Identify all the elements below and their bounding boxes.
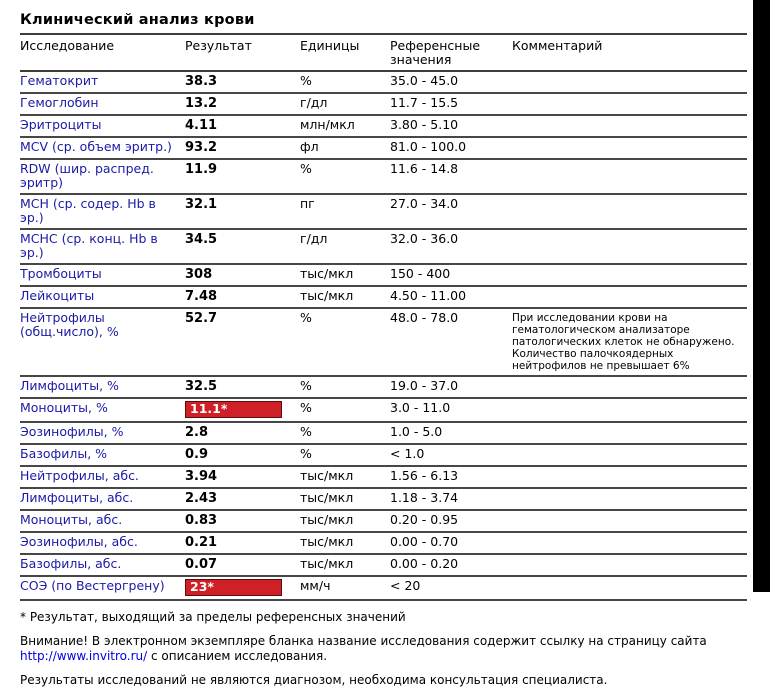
test-name-link[interactable]: Эритроциты xyxy=(20,117,102,132)
test-name-cell xyxy=(20,576,185,600)
result-cell xyxy=(185,376,300,398)
units-value: % xyxy=(300,308,390,376)
units-value: тыс/мкл xyxy=(300,554,390,576)
test-name-link[interactable]: Эозинофилы, % xyxy=(20,424,124,439)
result-cell xyxy=(185,576,300,600)
test-name-link[interactable]: Лейкоциты xyxy=(20,288,95,303)
col-header-test: Исследование xyxy=(20,35,185,71)
disclaimer-footnote: Результаты исследований не являются диагнозом, необходима консультация специалиста. xyxy=(20,673,608,687)
test-name-link[interactable]: Гемоглобин xyxy=(20,95,99,110)
units-value: млн/мкл xyxy=(300,115,390,137)
result-value: 0.83 xyxy=(185,513,218,528)
test-name-cell xyxy=(20,308,185,376)
result-row xyxy=(20,308,747,376)
comment-text xyxy=(512,159,747,194)
result-cell xyxy=(185,308,300,376)
reference-range: 3.80 - 5.10 xyxy=(390,115,512,137)
units-value: тыс/мкл xyxy=(300,510,390,532)
result-value: 38.3 xyxy=(185,74,218,89)
comment-text xyxy=(512,137,747,159)
result-value: 13.2 xyxy=(185,96,218,111)
result-row xyxy=(20,422,747,444)
comment-text xyxy=(512,532,747,554)
comment-text xyxy=(512,264,747,286)
result-cell xyxy=(185,510,300,532)
test-name-link[interactable]: МСНС (ср. конц. Hb в эр.) xyxy=(20,231,158,260)
test-name-link[interactable]: Моноциты, % xyxy=(20,400,108,415)
reference-range: < 20 xyxy=(390,576,512,600)
comment-text xyxy=(512,115,747,137)
test-name-cell xyxy=(20,159,185,194)
result-row xyxy=(20,137,747,159)
test-name-cell xyxy=(20,137,185,159)
test-name-cell xyxy=(20,71,185,93)
comment-text xyxy=(512,510,747,532)
attention-footnote xyxy=(20,634,752,664)
comment-text xyxy=(512,286,747,308)
test-name-link[interactable]: Эозинофилы, абс. xyxy=(20,534,138,549)
comment-text xyxy=(512,194,747,229)
test-name-link[interactable]: Нейтрофилы (общ.число), % xyxy=(20,310,119,339)
units-value: % xyxy=(300,71,390,93)
test-name-cell xyxy=(20,115,185,137)
comment-text xyxy=(512,444,747,466)
result-cell xyxy=(185,115,300,137)
reference-range: 81.0 - 100.0 xyxy=(390,137,512,159)
reference-range: 4.50 - 11.00 xyxy=(390,286,512,308)
right-black-strip xyxy=(753,0,770,592)
results-table-body xyxy=(20,71,747,600)
comment-text xyxy=(512,229,747,264)
result-row xyxy=(20,229,747,264)
units-value: % xyxy=(300,376,390,398)
test-name-cell xyxy=(20,264,185,286)
result-row xyxy=(20,93,747,115)
result-cell xyxy=(185,444,300,466)
results-table xyxy=(20,35,747,601)
result-row xyxy=(20,376,747,398)
test-name-cell xyxy=(20,398,185,422)
col-header-units: Единицы xyxy=(300,35,390,71)
reference-range: 11.7 - 15.5 xyxy=(390,93,512,115)
result-cell xyxy=(185,71,300,93)
table-header-row xyxy=(20,35,747,71)
units-value: % xyxy=(300,159,390,194)
result-row xyxy=(20,398,747,422)
result-value: 2.8 xyxy=(185,425,209,440)
result-value: 0.9 xyxy=(185,447,209,462)
attention-text-suffix: с описанием исследования. xyxy=(147,649,328,663)
result-cell xyxy=(185,93,300,115)
result-row xyxy=(20,554,747,576)
units-value: тыс/мкл xyxy=(300,286,390,308)
reference-range: 1.0 - 5.0 xyxy=(390,422,512,444)
test-name-cell xyxy=(20,422,185,444)
test-name-cell xyxy=(20,376,185,398)
units-value: пг xyxy=(300,194,390,229)
reference-range: 19.0 - 37.0 xyxy=(390,376,512,398)
comment-text xyxy=(512,93,747,115)
test-name-link[interactable]: Лимфоциты, абс. xyxy=(20,490,134,505)
result-cell xyxy=(185,488,300,510)
test-name-cell xyxy=(20,488,185,510)
result-row xyxy=(20,444,747,466)
comment-text xyxy=(512,554,747,576)
reference-range: < 1.0 xyxy=(390,444,512,466)
reference-range: 150 - 400 xyxy=(390,264,512,286)
test-name-link[interactable]: Тромбоциты xyxy=(20,266,102,281)
reference-range: 1.56 - 6.13 xyxy=(390,466,512,488)
test-name-cell xyxy=(20,286,185,308)
result-cell xyxy=(185,532,300,554)
result-cell xyxy=(185,554,300,576)
footnotes xyxy=(20,601,752,688)
result-value: 0.21 xyxy=(185,535,218,550)
units-value: % xyxy=(300,444,390,466)
comment-text xyxy=(512,71,747,93)
result-row xyxy=(20,576,747,600)
result-row xyxy=(20,194,747,229)
result-value: 4.11 xyxy=(185,118,218,133)
units-value: тыс/мкл xyxy=(300,488,390,510)
result-row xyxy=(20,532,747,554)
units-value: тыс/мкл xyxy=(300,532,390,554)
reference-range: 11.6 - 14.8 xyxy=(390,159,512,194)
result-value: 11.9 xyxy=(185,162,218,177)
units-value: фл xyxy=(300,137,390,159)
result-value: 23* xyxy=(185,579,282,596)
result-cell xyxy=(185,422,300,444)
test-name-link[interactable]: Лимфоциты, % xyxy=(20,378,119,393)
result-value: 308 xyxy=(185,267,213,282)
result-value: 7.48 xyxy=(185,289,218,304)
result-cell xyxy=(185,286,300,308)
col-header-result: Результат xyxy=(185,35,300,71)
comment-text xyxy=(512,576,747,600)
result-cell xyxy=(185,398,300,422)
result-value: 2.43 xyxy=(185,491,218,506)
comment-text xyxy=(512,398,747,422)
test-name-link[interactable]: МСН (ср. содер. Hb в эр.) xyxy=(20,196,156,225)
units-value: мм/ч xyxy=(300,576,390,600)
flag-footnote: * Результат, выходящий за пределы референсных значений xyxy=(20,610,406,624)
comment-text xyxy=(512,422,747,444)
reference-range: 1.18 - 3.74 xyxy=(390,488,512,510)
reference-range: 0.20 - 0.95 xyxy=(390,510,512,532)
reference-range: 27.0 - 34.0 xyxy=(390,194,512,229)
comment-text: При исследовании крови на гематологическом анализаторе патологических клеток не обнаружено. Количество палочкоядерных нейтрофилов не превышает 6% xyxy=(512,308,747,376)
result-cell xyxy=(185,466,300,488)
result-cell xyxy=(185,229,300,264)
units-value: тыс/мкл xyxy=(300,264,390,286)
result-value: 52.7 xyxy=(185,311,218,326)
result-row xyxy=(20,264,747,286)
result-value: 32.1 xyxy=(185,197,218,212)
reference-range: 3.0 - 11.0 xyxy=(390,398,512,422)
result-value: 11.1* xyxy=(185,401,282,418)
result-row xyxy=(20,115,747,137)
test-name-link[interactable]: Базофилы, абс. xyxy=(20,556,122,571)
test-name-cell xyxy=(20,229,185,264)
result-value: 93.2 xyxy=(185,140,218,155)
result-cell xyxy=(185,264,300,286)
reference-range: 48.0 - 78.0 xyxy=(390,308,512,376)
result-row xyxy=(20,71,747,93)
test-name-cell xyxy=(20,93,185,115)
result-row xyxy=(20,488,747,510)
result-value: 32.5 xyxy=(185,379,218,394)
result-value: 3.94 xyxy=(185,469,218,484)
test-name-cell xyxy=(20,466,185,488)
result-row xyxy=(20,510,747,532)
test-name-cell xyxy=(20,532,185,554)
test-name-link[interactable]: Моноциты, абс. xyxy=(20,512,123,527)
col-header-comment: Комментарий xyxy=(512,35,747,71)
comment-text xyxy=(512,466,747,488)
test-name-link[interactable]: MCV (ср. объем эритр.) xyxy=(20,139,172,154)
result-cell xyxy=(185,137,300,159)
test-name-cell xyxy=(20,510,185,532)
test-name-link[interactable]: Гематокрит xyxy=(20,73,99,88)
reference-range: 0.00 - 0.70 xyxy=(390,532,512,554)
test-name-cell xyxy=(20,194,185,229)
result-cell xyxy=(185,159,300,194)
test-name-cell xyxy=(20,554,185,576)
units-value: % xyxy=(300,422,390,444)
reference-range: 0.00 - 0.20 xyxy=(390,554,512,576)
result-row xyxy=(20,466,747,488)
result-value: 0.07 xyxy=(185,557,218,572)
result-value: 34.5 xyxy=(185,232,218,247)
attention-text-prefix: Внимание! В электронном экземпляре бланка название исследования содержит ссылку на страницу сайта xyxy=(20,634,707,648)
test-name-link[interactable]: Базофилы, % xyxy=(20,446,108,461)
units-value: г/дл xyxy=(300,229,390,264)
result-row xyxy=(20,159,747,194)
result-row xyxy=(20,286,747,308)
invitro-link[interactable]: http://www.invitro.ru/ xyxy=(20,649,148,663)
reference-range: 35.0 - 45.0 xyxy=(390,71,512,93)
reference-range: 32.0 - 36.0 xyxy=(390,229,512,264)
report-title: Клинический анализ крови xyxy=(20,10,747,35)
units-value: тыс/мкл xyxy=(300,466,390,488)
units-value: % xyxy=(300,398,390,422)
comment-text xyxy=(512,376,747,398)
test-name-link[interactable]: СОЭ (по Вестергрену) xyxy=(20,578,165,593)
result-cell xyxy=(185,194,300,229)
test-name-link[interactable]: Нейтрофилы, абс. xyxy=(20,468,139,483)
test-name-cell xyxy=(20,444,185,466)
units-value: г/дл xyxy=(300,93,390,115)
test-name-link[interactable]: RDW (шир. распред. эритр) xyxy=(20,161,154,190)
comment-text xyxy=(512,488,747,510)
col-header-reference: Референсные значения xyxy=(390,35,512,71)
